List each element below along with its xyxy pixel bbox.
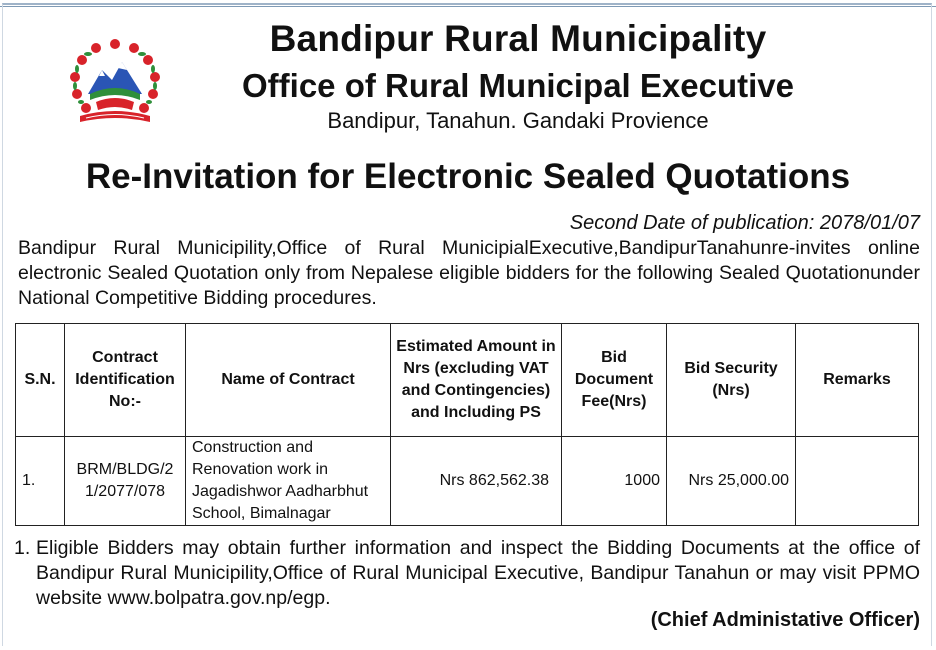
col-header-fee: Bid Document Fee(Nrs) — [562, 324, 667, 437]
col-header-name: Name of Contract — [186, 324, 391, 437]
table-header-row — [16, 324, 919, 437]
note-number: 1. — [14, 537, 31, 559]
col-header-remarks: Remarks — [796, 324, 919, 437]
intro-paragraph: Bandipur Rural Municipility,Office of Rural MunicipialExecutive,BandipurTanahunre-invites online electronic Sealed Quotation only from Nepalese eligible bidders for the following Sealed Quotationunder National Competitive Bidding procedures. — [18, 237, 920, 309]
office-address: Bandipur, Tanahun. Gandaki Provience — [327, 108, 709, 133]
cell-remarks — [796, 437, 919, 526]
cell-amount: Nrs 862,562.38 — [391, 437, 562, 526]
quotation-table — [15, 323, 919, 526]
office-name: Office of Rural Municipal Executive — [242, 67, 794, 104]
cell-fee: 1000 — [562, 437, 667, 526]
col-header-sn: S.N. — [16, 324, 65, 437]
cell-contract-name: Construction and Renovation work in Jagadishwor Aadharbhut School, Bimalnagar — [186, 437, 391, 526]
note-text: Eligible Bidders may obtain further information and inspect the Bidding Documents at the office of Bandipur Rural Municipility,Office of Rural Municipal Executive, Bandipur Tanahun or may visit PPMO website www.bolpatra.gov.np/egp. — [36, 537, 920, 609]
notes-list — [14, 536, 920, 611]
publication-date: Second Date of publication: 2078/01/07 — [569, 212, 920, 234]
notice-title: Re-Invitation for Electronic Sealed Quotations — [85, 157, 851, 196]
col-header-contract-id: Contract Identification No:- — [65, 324, 186, 437]
nepal-emblem-icon — [66, 36, 164, 128]
signoff: (Chief Administative Officer) — [650, 609, 920, 631]
cell-sn: 1. — [16, 437, 65, 526]
list-item — [14, 536, 920, 611]
cell-contract-id: BRM/BLDG/21/2077/078 — [65, 437, 186, 526]
table-row — [16, 437, 919, 526]
col-header-amount: Estimated Amount in Nrs (excluding VAT and Contingencies) and Including PS — [391, 324, 562, 437]
col-header-security: Bid Security (Nrs) — [667, 324, 796, 437]
cell-security: Nrs 25,000.00 — [667, 437, 796, 526]
municipality-name: Bandipur Rural Municipality — [269, 18, 767, 59]
